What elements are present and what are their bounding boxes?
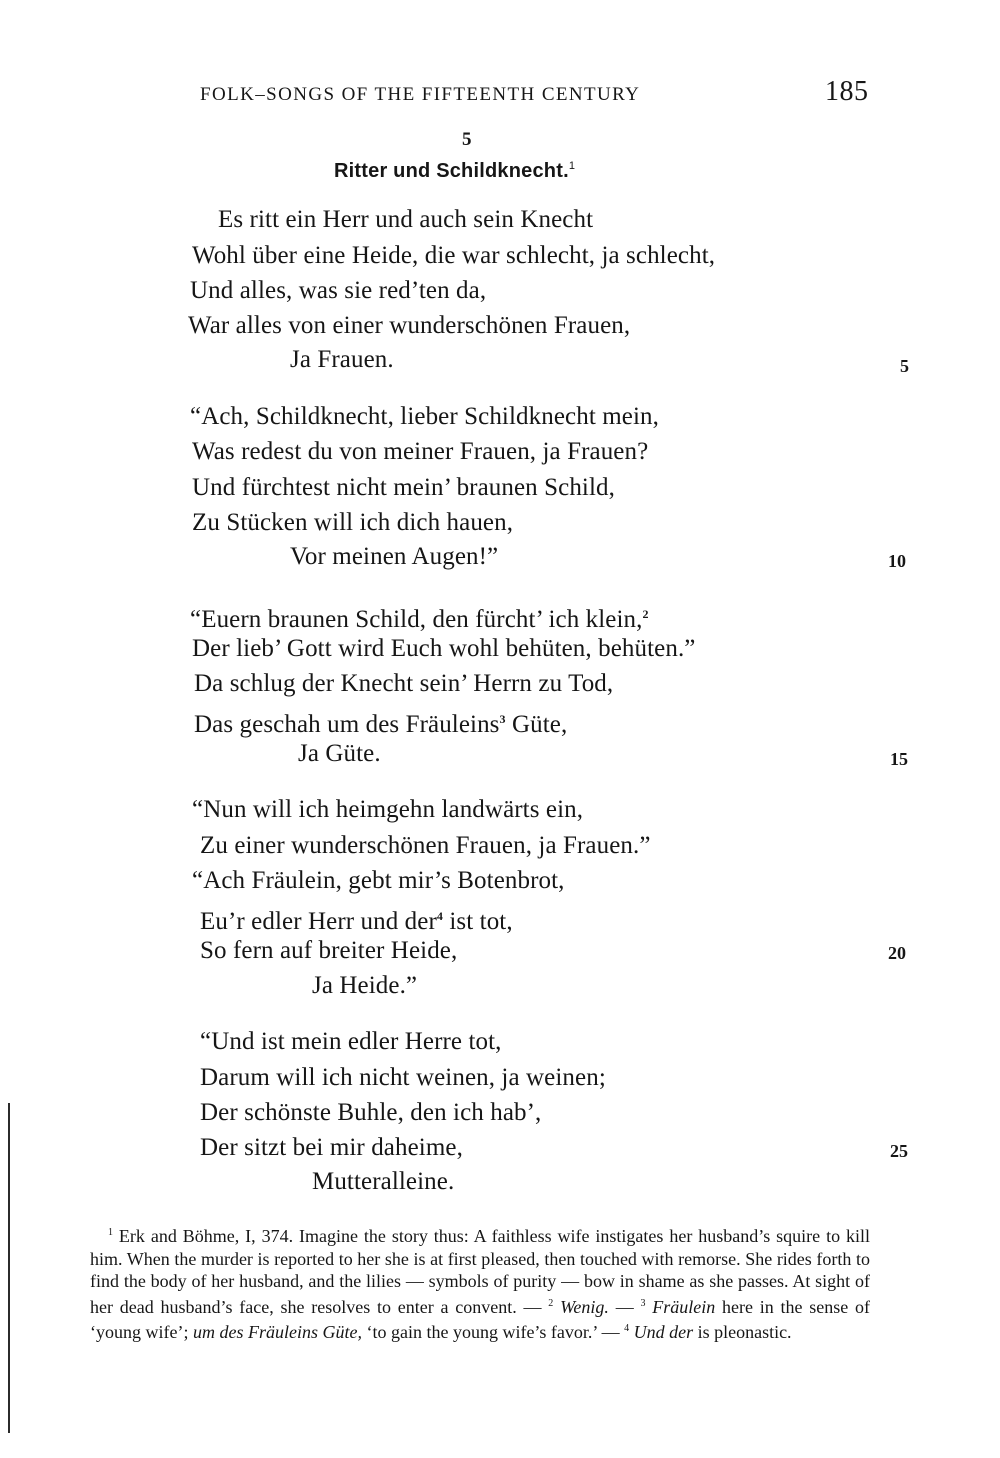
footnote-text: — [608, 1296, 641, 1317]
verse-line: Es ritt ein Herr und auch sein Knecht [218, 206, 594, 233]
verse-line: Vor meinen Augen!” [290, 543, 499, 570]
verse-line [194, 705, 567, 739]
verse-line: Ja Güte. [298, 740, 381, 767]
song-number: 5 [462, 129, 472, 150]
footnote-italic: um des Fräuleins Güte, [192, 1322, 362, 1342]
verse-line: Zu Stücken will ich dich hauen, [192, 509, 514, 536]
verse-line: Der schönste Buhle, den ich hab’, [200, 1099, 542, 1126]
verse-line: Wohl über eine Heide, die war schlecht, ja schlecht, [192, 242, 716, 269]
footnote [90, 1222, 870, 1344]
line-number: 5 [900, 356, 909, 376]
verse-line: Mutteralleine. [312, 1168, 455, 1195]
line-number: 25 [890, 1141, 908, 1161]
verse-line: “Nun will ich heimgehn landwärts ein, [192, 796, 584, 823]
verse-text: Güte, [511, 711, 568, 738]
verse-line [190, 600, 649, 634]
verse-line: Zu einer wunderschönen Frauen, ja Frauen.” [200, 832, 651, 859]
verse-line: “Ach Fräulein, gebt mir’s Botenbrot, [192, 867, 565, 894]
verse-line: Und alles, was sie red’ten da, [190, 277, 487, 304]
verse-line: War alles von einer wunderschönen Frauen, [188, 312, 631, 339]
footnote-ref: 1 [568, 160, 576, 172]
footnote-marker: 1 [108, 1227, 113, 1238]
line-number: 10 [888, 551, 906, 571]
footnote-text: here in the sense of ‘young wife’; [90, 1296, 871, 1342]
verse-line: Ja Heide.” [312, 972, 418, 999]
footnote-ref: 2 [642, 607, 649, 621]
footnote-ref: 4 [436, 909, 444, 923]
line-number: 15 [890, 749, 908, 769]
line-number: 20 [888, 943, 906, 963]
page-header [200, 76, 890, 110]
running-head: FOLK–SONGS OF THE FIFTEENTH CENTURY [200, 84, 641, 105]
footnote-italic: Und der [633, 1322, 694, 1342]
footnote-marker: 3 [640, 1297, 646, 1309]
verse-text: ist tot, [449, 908, 513, 935]
verse-line: Da schlug der Knecht sein’ Herrn zu Tod, [194, 670, 614, 697]
verse-line: Ja Frauen. [290, 346, 394, 373]
verse-text: Das geschah um des Fräuleins [194, 711, 500, 738]
verse-line: “Und ist mein edler Herre tot, [200, 1028, 502, 1055]
song-title-text: Ritter und Schildknecht. [334, 160, 569, 182]
page-number: 185 [825, 76, 869, 107]
verse-line: Und fürchtest nicht mein’ braunen Schild, [192, 474, 615, 501]
verse-text: Eu’r edler Herr und der [200, 908, 437, 935]
verse-line: Der sitzt bei mir daheime, [200, 1134, 463, 1161]
verse-line: Der lieb’ Gott wird Euch wohl behüten, behüten.” [192, 635, 696, 662]
verse-line: “Ach, Schildknecht, lieber Schildknecht mein, [190, 403, 659, 430]
footnote-text: is pleonastic. [693, 1322, 792, 1342]
footnote-marker: 2 [548, 1297, 554, 1309]
verse-text: “Euern braunen Schild, den fürcht’ ich klein, [190, 606, 643, 633]
footnote-marker: 4 [624, 1323, 630, 1334]
verse-line: Darum will ich nicht weinen, ja weinen; [200, 1064, 606, 1091]
verse-line: So fern auf breiter Heide, [200, 937, 458, 964]
scan-margin-rule [8, 1103, 10, 1433]
verse-line [200, 902, 513, 936]
footnote-italic: Wenig. [560, 1296, 609, 1317]
song-title [334, 160, 575, 183]
footnote-text: Erk and Böhme, I, 374. Imagine the story thus: A faithless wife instigates her husband’s squire to kill him. When the murder is reported to her she is at first pleased, then touched with remorse. She rides forth to find the body of her husband, and the lilies — symbols of purity — bow in shame as she passes. At sight of her dead husband’s face, she resolves to enter a convent. — [90, 1226, 870, 1317]
footnote-ref: 3 [499, 712, 506, 726]
verse-line: Was redest du von meiner Frauen, ja Frauen? [192, 438, 649, 465]
footnote-text: ‘to gain the young wife’s favor.’ — [361, 1322, 625, 1342]
footnote-italic: Fräulein [652, 1296, 716, 1317]
